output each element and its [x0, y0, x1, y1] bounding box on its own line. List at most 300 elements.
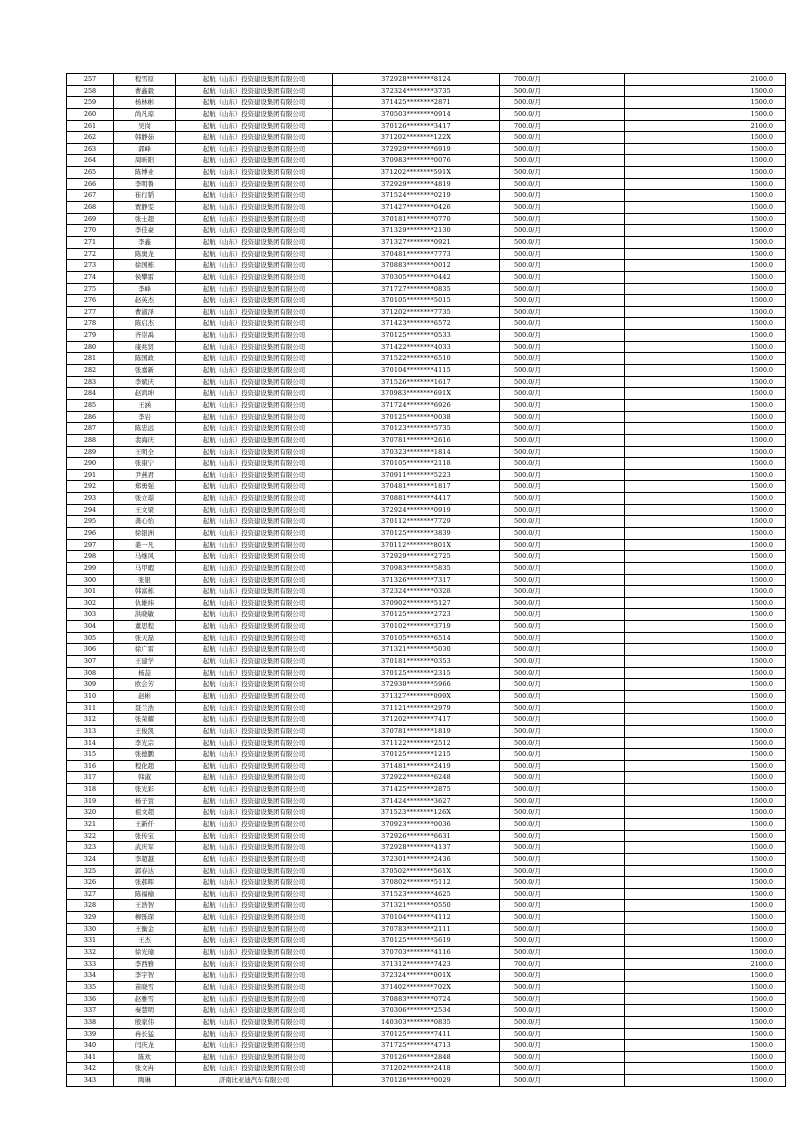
row-number-cell: 331 [67, 935, 114, 947]
id-number-cell: 371422********4033 [333, 341, 500, 353]
person-name-cell: 闫庆龙 [114, 1040, 176, 1052]
subsidy-standard-cell: 500.0/月 [500, 644, 625, 656]
company-name-cell: 起航（山东）投资建设集团有限公司 [176, 690, 333, 702]
company-name-cell: 起航（山东）投资建设集团有限公司 [176, 1063, 333, 1075]
company-name-cell: 起航（山东）投资建设集团有限公司 [176, 504, 333, 516]
subsidy-amount-cell: 1500.0 [625, 341, 786, 353]
subsidy-amount-cell: 1500.0 [625, 376, 786, 388]
row-number-cell: 273 [67, 260, 114, 272]
company-name-cell: 起航（山东）投资建设集团有限公司 [176, 213, 333, 225]
table-row [67, 330, 786, 342]
person-name-cell: 韩静茹 [114, 132, 176, 144]
company-name-cell: 起航（山东）投资建设集团有限公司 [176, 539, 333, 551]
row-number-cell: 260 [67, 108, 114, 120]
id-number-cell: 371725********4713 [333, 1040, 500, 1052]
id-number-cell: 370123********5735 [333, 423, 500, 435]
subsidy-amount-cell: 1500.0 [625, 1051, 786, 1063]
subsidy-standard-cell: 500.0/月 [500, 935, 625, 947]
subsidy-amount-cell: 2100.0 [625, 958, 786, 970]
person-name-cell: 赵鸿坤 [114, 388, 176, 400]
row-number-cell: 340 [67, 1040, 114, 1052]
id-number-cell: 371522********6510 [333, 353, 500, 365]
company-name-cell: 起航（山东）投资建设集团有限公司 [176, 819, 333, 831]
table-row [67, 143, 786, 155]
person-name-cell: 杨林彬 [114, 97, 176, 109]
id-number-cell: 370502********561X [333, 865, 500, 877]
subsidy-amount-cell: 1500.0 [625, 167, 786, 179]
company-name-cell: 起航（山东）投资建设集团有限公司 [176, 493, 333, 505]
table-row [67, 236, 786, 248]
table-row [67, 493, 786, 505]
table-row [67, 434, 786, 446]
person-name-cell: 曹淑泽 [114, 306, 176, 318]
table-row [67, 935, 786, 947]
row-number-cell: 311 [67, 702, 114, 714]
row-number-cell: 270 [67, 225, 114, 237]
subsidy-standard-cell: 500.0/月 [500, 108, 625, 120]
subsidy-amount-cell: 1500.0 [625, 935, 786, 947]
company-name-cell: 起航（山东）投资建设集团有限公司 [176, 458, 333, 470]
row-number-cell: 274 [67, 271, 114, 283]
row-number-cell: 288 [67, 434, 114, 446]
company-name-cell: 起航（山东）投资建设集团有限公司 [176, 399, 333, 411]
subsidy-standard-cell: 500.0/月 [500, 365, 625, 377]
subsidy-amount-cell: 1500.0 [625, 993, 786, 1005]
subsidy-standard-cell: 500.0/月 [500, 330, 625, 342]
subsidy-standard-cell: 500.0/月 [500, 213, 625, 225]
subsidy-standard-cell: 500.0/月 [500, 132, 625, 144]
person-name-cell: 徐光瑜 [114, 947, 176, 959]
id-number-cell: 140303********0835 [333, 1016, 500, 1028]
row-number-cell: 285 [67, 399, 114, 411]
subsidy-amount-cell: 1500.0 [625, 772, 786, 784]
subsidy-standard-cell: 500.0/月 [500, 516, 625, 528]
subsidy-amount-cell: 1500.0 [625, 807, 786, 819]
id-number-cell: 372924********0919 [333, 504, 500, 516]
table-row [67, 155, 786, 167]
id-number-cell: 371427********0426 [333, 202, 500, 214]
id-number-cell: 370305********0442 [333, 271, 500, 283]
person-name-cell: 张文冉 [114, 1063, 176, 1075]
table-row [67, 947, 786, 959]
company-name-cell: 起航（山东）投资建设集团有限公司 [176, 85, 333, 97]
table-row [67, 85, 786, 97]
company-name-cell: 起航（山东）投资建设集团有限公司 [176, 667, 333, 679]
person-name-cell: 陈国政 [114, 353, 176, 365]
row-number-cell: 322 [67, 830, 114, 842]
subsidy-standard-cell: 500.0/月 [500, 1063, 625, 1075]
row-number-cell: 297 [67, 539, 114, 551]
subsidy-amount-cell: 2100.0 [625, 74, 786, 86]
id-number-cell: 370323********1814 [333, 446, 500, 458]
subsidy-amount-cell: 1500.0 [625, 178, 786, 190]
subsidy-amount-cell: 1500.0 [625, 236, 786, 248]
company-name-cell: 起航（山东）投资建设集团有限公司 [176, 271, 333, 283]
subsidy-standard-cell: 500.0/月 [500, 1040, 625, 1052]
subsidy-amount-cell: 1500.0 [625, 481, 786, 493]
subsidy-amount-cell: 1500.0 [625, 446, 786, 458]
table-row [67, 213, 786, 225]
subsidy-amount-cell: 1500.0 [625, 1040, 786, 1052]
id-number-cell: 370503********0914 [333, 108, 500, 120]
person-name-cell: 王俊凯 [114, 725, 176, 737]
company-name-cell: 起航（山东）投资建设集团有限公司 [176, 190, 333, 202]
table-row [67, 958, 786, 970]
table-row [67, 714, 786, 726]
subsidy-amount-cell: 1500.0 [625, 527, 786, 539]
company-name-cell: 起航（山东）投资建设集团有限公司 [176, 772, 333, 784]
subsidy-amount-cell: 1500.0 [625, 213, 786, 225]
id-number-cell: 370105********6514 [333, 632, 500, 644]
table-row [67, 702, 786, 714]
id-number-cell: 370112********801X [333, 539, 500, 551]
person-name-cell: 苗晓雪 [114, 981, 176, 993]
table-row [67, 1040, 786, 1052]
subsidy-standard-cell: 500.0/月 [500, 399, 625, 411]
id-number-cell: 370105********2118 [333, 458, 500, 470]
table-row [67, 900, 786, 912]
subsidy-amount-cell: 1500.0 [625, 423, 786, 435]
row-number-cell: 269 [67, 213, 114, 225]
person-name-cell: 殷家伟 [114, 1016, 176, 1028]
company-name-cell: 起航（山东）投资建设集团有限公司 [176, 1016, 333, 1028]
subsidy-amount-cell: 1500.0 [625, 853, 786, 865]
row-number-cell: 261 [67, 120, 114, 132]
subsidy-amount-cell: 1500.0 [625, 947, 786, 959]
person-name-cell: 侯攀雷 [114, 271, 176, 283]
subsidy-standard-cell: 500.0/月 [500, 830, 625, 842]
subsidy-standard-cell: 500.0/月 [500, 760, 625, 772]
table-row [67, 353, 786, 365]
id-number-cell: 371121********2979 [333, 702, 500, 714]
person-name-cell: 康兆贤 [114, 341, 176, 353]
subsidy-standard-cell: 500.0/月 [500, 260, 625, 272]
id-number-cell: 370125********0038 [333, 411, 500, 423]
id-number-cell: 370902********5127 [333, 597, 500, 609]
company-name-cell: 起航（山东）投资建设集团有限公司 [176, 597, 333, 609]
subsidy-standard-cell: 500.0/月 [500, 819, 625, 831]
subsidy-table [66, 73, 786, 1087]
company-name-cell: 起航（山东）投资建设集团有限公司 [176, 481, 333, 493]
person-name-cell: 武庆军 [114, 842, 176, 854]
subsidy-amount-cell: 1500.0 [625, 85, 786, 97]
subsidy-standard-cell: 500.0/月 [500, 155, 625, 167]
table-row [67, 993, 786, 1005]
company-name-cell: 起航（山东）投资建设集团有限公司 [176, 527, 333, 539]
subsidy-amount-cell: 1500.0 [625, 318, 786, 330]
table-row [67, 132, 786, 144]
subsidy-amount-cell: 1500.0 [625, 656, 786, 668]
subsidy-amount-cell: 1500.0 [625, 143, 786, 155]
person-name-cell: 郭峰 [114, 143, 176, 155]
subsidy-amount-cell: 1500.0 [625, 784, 786, 796]
id-number-cell: 372926********6631 [333, 830, 500, 842]
table-row [67, 772, 786, 784]
subsidy-standard-cell: 500.0/月 [500, 842, 625, 854]
company-name-cell: 起航（山东）投资建设集团有限公司 [176, 1051, 333, 1063]
subsidy-standard-cell: 500.0/月 [500, 97, 625, 109]
table-row [67, 388, 786, 400]
person-name-cell: 张士超 [114, 213, 176, 225]
person-name-cell: 程化超 [114, 760, 176, 772]
company-name-cell: 起航（山东）投资建设集团有限公司 [176, 632, 333, 644]
table-row [67, 574, 786, 586]
table-row [67, 760, 786, 772]
company-name-cell: 起航（山东）投资建设集团有限公司 [176, 737, 333, 749]
id-number-cell: 372929********4819 [333, 178, 500, 190]
company-name-cell: 起航（山东）投资建设集团有限公司 [176, 108, 333, 120]
row-number-cell: 320 [67, 807, 114, 819]
id-number-cell: 371321********5030 [333, 644, 500, 656]
subsidy-standard-cell: 500.0/月 [500, 970, 625, 982]
person-name-cell: 马继风 [114, 551, 176, 563]
row-number-cell: 278 [67, 318, 114, 330]
row-number-cell: 280 [67, 341, 114, 353]
subsidy-standard-cell: 500.0/月 [500, 993, 625, 1005]
id-number-cell: 370883********0012 [333, 260, 500, 272]
id-number-cell: 371724********6926 [333, 399, 500, 411]
table-row [67, 656, 786, 668]
table-row [67, 888, 786, 900]
table-row [67, 167, 786, 179]
company-name-cell: 起航（山东）投资建设集团有限公司 [176, 760, 333, 772]
subsidy-amount-cell: 1500.0 [625, 1063, 786, 1075]
subsidy-standard-cell: 500.0/月 [500, 795, 625, 807]
subsidy-standard-cell: 500.0/月 [500, 539, 625, 551]
company-name-cell: 起航（山东）投资建设集团有限公司 [176, 679, 333, 691]
table-row [67, 202, 786, 214]
table-row [67, 306, 786, 318]
subsidy-standard-cell: 500.0/月 [500, 527, 625, 539]
person-name-cell: 李峰 [114, 283, 176, 295]
row-number-cell: 317 [67, 772, 114, 784]
person-name-cell: 张康宁 [114, 458, 176, 470]
id-number-cell: 370703********4116 [333, 947, 500, 959]
subsidy-standard-cell: 500.0/月 [500, 423, 625, 435]
table-row [67, 539, 786, 551]
company-name-cell: 起航（山东）投资建设集团有限公司 [176, 574, 333, 586]
company-name-cell: 起航（山东）投资建设集团有限公司 [176, 225, 333, 237]
id-number-cell: 370125********2315 [333, 667, 500, 679]
subsidy-amount-cell: 1500.0 [625, 1016, 786, 1028]
id-number-cell: 370102********3719 [333, 621, 500, 633]
row-number-cell: 284 [67, 388, 114, 400]
table-row [67, 749, 786, 761]
company-name-cell: 起航（山东）投资建设集团有限公司 [176, 865, 333, 877]
company-name-cell: 起航（山东）投资建设集团有限公司 [176, 842, 333, 854]
subsidy-amount-cell: 1500.0 [625, 574, 786, 586]
subsidy-amount-cell: 1500.0 [625, 202, 786, 214]
company-name-cell: 起航（山东）投资建设集团有限公司 [176, 900, 333, 912]
row-number-cell: 308 [67, 667, 114, 679]
person-name-cell: 吴岗 [114, 120, 176, 132]
row-number-cell: 341 [67, 1051, 114, 1063]
row-number-cell: 275 [67, 283, 114, 295]
subsidy-standard-cell: 500.0/月 [500, 469, 625, 481]
table-row [67, 469, 786, 481]
company-name-cell: 起航（山东）投资建设集团有限公司 [176, 167, 333, 179]
subsidy-standard-cell: 500.0/月 [500, 1005, 625, 1017]
row-number-cell: 329 [67, 912, 114, 924]
table-row [67, 737, 786, 749]
table-row [67, 260, 786, 272]
company-name-cell: 起航（山东）投资建设集团有限公司 [176, 120, 333, 132]
subsidy-amount-cell: 1500.0 [625, 562, 786, 574]
person-name-cell: 王文梁 [114, 504, 176, 516]
table-row [67, 271, 786, 283]
id-number-cell: 371312********7423 [333, 958, 500, 970]
id-number-cell: 371202********591X [333, 167, 500, 179]
subsidy-standard-cell: 500.0/月 [500, 690, 625, 702]
person-name-cell: 赵彬 [114, 690, 176, 702]
table-row [67, 830, 786, 842]
subsidy-standard-cell: 500.0/月 [500, 434, 625, 446]
table-row [67, 970, 786, 982]
subsidy-standard-cell: 500.0/月 [500, 586, 625, 598]
table-row [67, 551, 786, 563]
person-name-cell: 秦慧明 [114, 1005, 176, 1017]
subsidy-standard-cell: 500.0/月 [500, 202, 625, 214]
row-number-cell: 313 [67, 725, 114, 737]
row-number-cell: 314 [67, 737, 114, 749]
person-name-cell: 郭春达 [114, 865, 176, 877]
person-name-cell: 陈博业 [114, 167, 176, 179]
company-name-cell: 起航（山东）投资建设集团有限公司 [176, 178, 333, 190]
row-number-cell: 307 [67, 656, 114, 668]
person-name-cell: 董思程 [114, 621, 176, 633]
subsidy-standard-cell: 500.0/月 [500, 923, 625, 935]
table-row [67, 225, 786, 237]
person-name-cell: 李超越 [114, 853, 176, 865]
row-number-cell: 276 [67, 295, 114, 307]
row-number-cell: 342 [67, 1063, 114, 1075]
id-number-cell: 371329********2130 [333, 225, 500, 237]
company-name-cell: 起航（山东）投资建设集团有限公司 [176, 516, 333, 528]
company-name-cell: 起航（山东）投资建设集团有限公司 [176, 947, 333, 959]
table-row [67, 341, 786, 353]
table-row [67, 819, 786, 831]
company-name-cell: 起航（山东）投资建设集团有限公司 [176, 295, 333, 307]
subsidy-standard-cell: 500.0/月 [500, 318, 625, 330]
person-name-cell: 李西雅 [114, 958, 176, 970]
subsidy-amount-cell: 1500.0 [625, 225, 786, 237]
id-number-cell: 371202********122X [333, 132, 500, 144]
table-row [67, 423, 786, 435]
company-name-cell: 起航（山东）投资建设集团有限公司 [176, 260, 333, 272]
subsidy-standard-cell: 700.0/月 [500, 958, 625, 970]
table-row [67, 597, 786, 609]
company-name-cell: 起航（山东）投资建设集团有限公司 [176, 202, 333, 214]
id-number-cell: 370983********5835 [333, 562, 500, 574]
id-number-cell: 372929********6919 [333, 143, 500, 155]
row-number-cell: 301 [67, 586, 114, 598]
person-name-cell: 周昕阳 [114, 155, 176, 167]
row-number-cell: 264 [67, 155, 114, 167]
company-name-cell: 起航（山东）投资建设集团有限公司 [176, 795, 333, 807]
id-number-cell: 370104********4112 [333, 912, 500, 924]
id-number-cell: 371425********2875 [333, 784, 500, 796]
id-number-cell: 370181********0353 [333, 656, 500, 668]
id-number-cell: 371327********0921 [333, 236, 500, 248]
company-name-cell: 起航（山东）投资建设集团有限公司 [176, 912, 333, 924]
person-name-cell: 贾静雯 [114, 202, 176, 214]
id-number-cell: 370983********691X [333, 388, 500, 400]
table-row [67, 679, 786, 691]
subsidy-standard-cell: 500.0/月 [500, 388, 625, 400]
subsidy-standard-cell: 700.0/月 [500, 74, 625, 86]
subsidy-standard-cell: 700.0/月 [500, 120, 625, 132]
subsidy-amount-cell: 1500.0 [625, 760, 786, 772]
subsidy-amount-cell: 1500.0 [625, 551, 786, 563]
subsidy-amount-cell: 1500.0 [625, 260, 786, 272]
table-row [67, 365, 786, 377]
row-number-cell: 287 [67, 423, 114, 435]
subsidy-amount-cell: 1500.0 [625, 516, 786, 528]
subsidy-standard-cell: 500.0/月 [500, 981, 625, 993]
table-row [67, 178, 786, 190]
company-name-cell: 起航（山东）投资建设集团有限公司 [176, 609, 333, 621]
row-number-cell: 310 [67, 690, 114, 702]
subsidy-standard-cell: 500.0/月 [500, 877, 625, 889]
company-name-cell: 起航（山东）投资建设集团有限公司 [176, 935, 333, 947]
table-row [67, 632, 786, 644]
person-name-cell: 徐广雷 [114, 644, 176, 656]
id-number-cell: 371423********6572 [333, 318, 500, 330]
row-number-cell: 258 [67, 85, 114, 97]
table-row [67, 644, 786, 656]
subsidy-amount-cell: 1500.0 [625, 248, 786, 260]
subsidy-standard-cell: 500.0/月 [500, 493, 625, 505]
subsidy-amount-cell: 1500.0 [625, 330, 786, 342]
company-name-cell: 起航（山东）投资建设集团有限公司 [176, 656, 333, 668]
row-number-cell: 337 [67, 1005, 114, 1017]
table-row [67, 690, 786, 702]
row-number-cell: 262 [67, 132, 114, 144]
person-name-cell: 王新仟 [114, 819, 176, 831]
id-number-cell: 371202********7735 [333, 306, 500, 318]
person-name-cell: 赵雅雪 [114, 993, 176, 1005]
row-number-cell: 330 [67, 923, 114, 935]
subsidy-standard-cell: 500.0/月 [500, 632, 625, 644]
table-row [67, 74, 786, 86]
id-number-cell: 371526********1617 [333, 376, 500, 388]
company-name-cell: 起航（山东）投资建设集团有限公司 [176, 283, 333, 295]
id-number-cell: 370781********1819 [333, 725, 500, 737]
subsidy-amount-cell: 1500.0 [625, 621, 786, 633]
company-name-cell: 起航（山东）投资建设集团有限公司 [176, 469, 333, 481]
person-name-cell: 李鑫 [114, 236, 176, 248]
subsidy-standard-cell: 500.0/月 [500, 737, 625, 749]
subsidy-amount-cell: 1500.0 [625, 981, 786, 993]
person-name-cell: 赵英杰 [114, 295, 176, 307]
company-name-cell: 起航（山东）投资建设集团有限公司 [176, 551, 333, 563]
subsidy-standard-cell: 500.0/月 [500, 190, 625, 202]
person-name-cell: 仇雄炜 [114, 597, 176, 609]
person-name-cell: 尹燕君 [114, 469, 176, 481]
subsidy-amount-cell: 1500.0 [625, 365, 786, 377]
subsidy-amount-cell: 1500.0 [625, 504, 786, 516]
table-row [67, 853, 786, 865]
subsidy-amount-cell: 1500.0 [625, 644, 786, 656]
subsidy-amount-cell: 1500.0 [625, 877, 786, 889]
subsidy-amount-cell: 1500.0 [625, 539, 786, 551]
person-name-cell: 马甲暇 [114, 562, 176, 574]
person-name-cell: 李岩 [114, 411, 176, 423]
person-name-cell: 曹鑫毅 [114, 85, 176, 97]
table-row [67, 283, 786, 295]
subsidy-amount-cell: 1500.0 [625, 842, 786, 854]
company-name-cell: 起航（山东）投资建设集团有限公司 [176, 725, 333, 737]
